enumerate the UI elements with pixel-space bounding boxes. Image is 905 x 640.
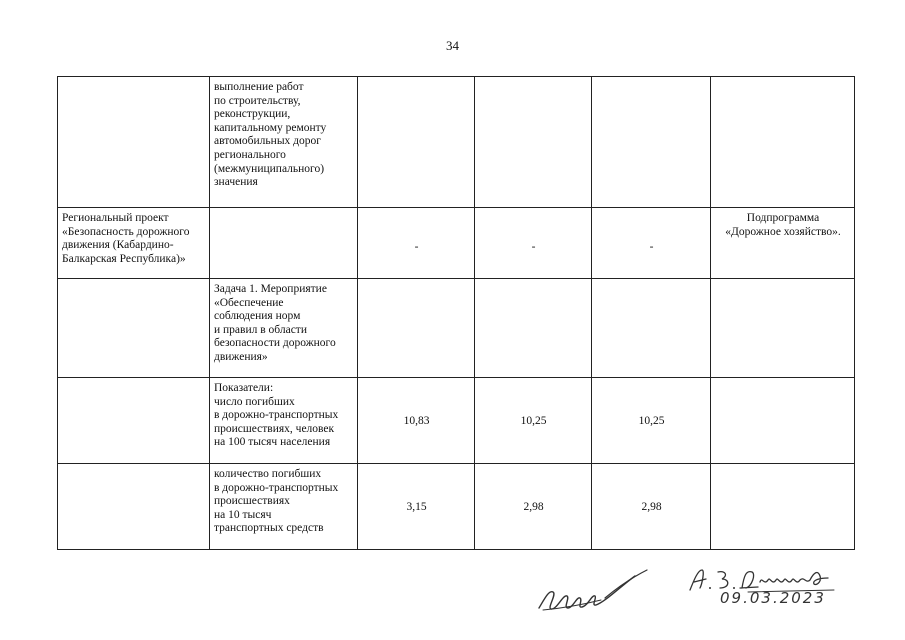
value-2025-cell: 10,25: [592, 378, 711, 464]
table-row: [58, 464, 855, 550]
row-description-cell: Показатели: число погибших в дорожно-транспортных происшествиях, человек на 100 тысяч населения: [210, 378, 358, 464]
value-2025-cell: -: [592, 208, 711, 279]
value-2023-cell: [358, 77, 475, 208]
row-description-cell: количество погибших в дорожно-транспортных происшествиях на 10 тысяч транспортных средств: [210, 464, 358, 550]
row-description-cell: выполнение работ по строительству, реконструкции, капитальному ремонту автомобильных дорог регионального (межмуниципального) значения: [210, 77, 358, 208]
row-description-cell: [210, 208, 358, 279]
note-cell: Подпрограмма «Дорожное хозяйство».: [711, 208, 855, 279]
value-2025-cell: [592, 77, 711, 208]
value-2023-cell: -: [358, 208, 475, 279]
value-2023-cell: 10,83: [358, 378, 475, 464]
row-name-cell: [58, 279, 210, 378]
value-2025-cell: [592, 279, 711, 378]
value-2024-cell: [475, 279, 592, 378]
value-2023-cell: [358, 279, 475, 378]
signature-date: 09.03.2023: [720, 589, 826, 607]
value-2024-cell: 2,98: [475, 464, 592, 550]
value-2025-cell: 2,98: [592, 464, 711, 550]
row-name-cell: [58, 378, 210, 464]
document-table: [57, 76, 855, 550]
row-name-cell: Региональный проект «Безопасность дорожного движения (Кабардино- Балкарская Республика)»: [58, 208, 210, 279]
note-cell: [711, 378, 855, 464]
value-2023-cell: 3,15: [358, 464, 475, 550]
note-cell: [711, 279, 855, 378]
row-name-cell: [58, 464, 210, 550]
table-row: [58, 77, 855, 208]
left-signature-icon: [535, 568, 655, 618]
table-row: [58, 208, 855, 279]
table-row: [58, 279, 855, 378]
page-number: 34: [446, 38, 459, 53]
value-2024-cell: -: [475, 208, 592, 279]
note-cell: [711, 77, 855, 208]
value-2024-cell: [475, 77, 592, 208]
row-name-cell: [58, 77, 210, 208]
note-cell: [711, 464, 855, 550]
value-2024-cell: 10,25: [475, 378, 592, 464]
row-description-cell: Задача 1. Мероприятие «Обеспечение соблюдения норм и правил в области безопасности дорожного движения»: [210, 279, 358, 378]
table-row: [58, 378, 855, 464]
